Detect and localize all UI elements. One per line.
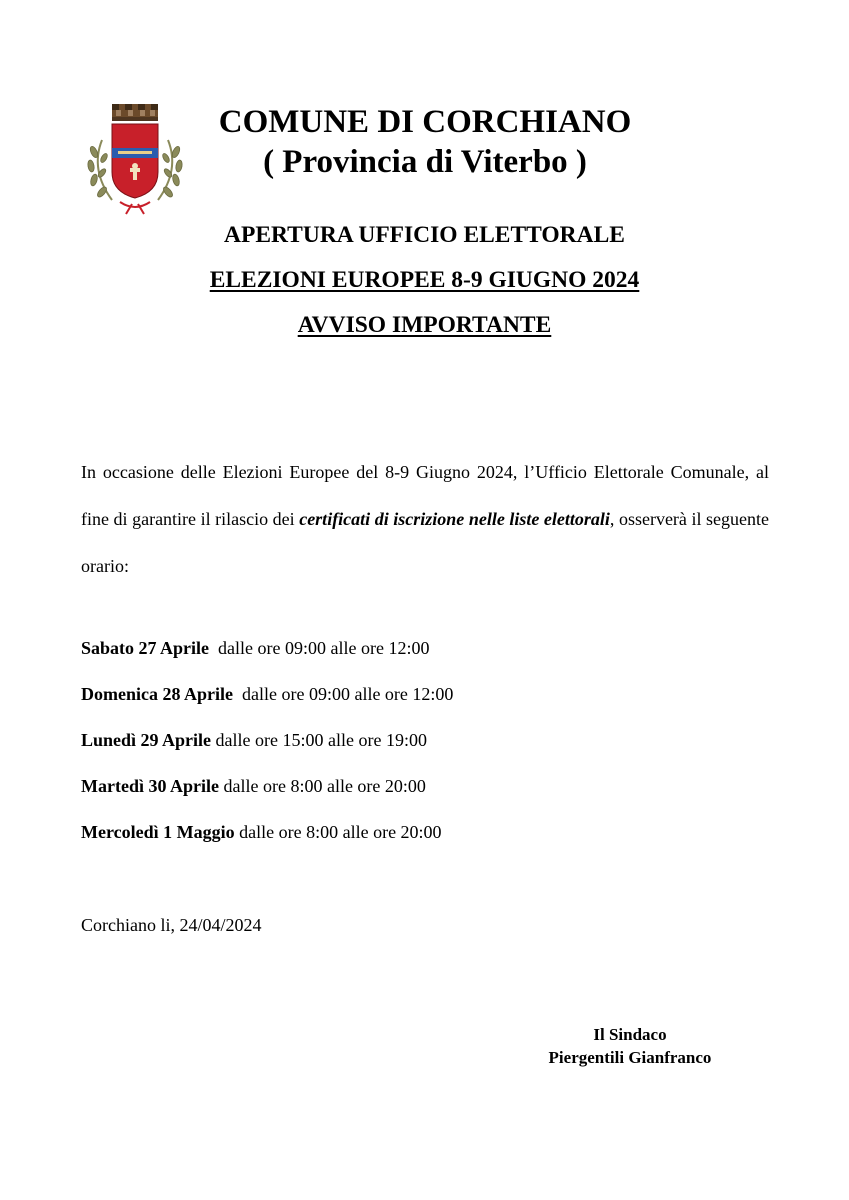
province-subtitle: ( Provincia di Viterbo ) (263, 144, 587, 180)
opening-hours-list (81, 634, 453, 864)
schedule-row (81, 680, 453, 726)
schedule-hours: dalle ore 8:00 alle ore 20:00 (234, 822, 442, 842)
schedule-hours: dalle ore 8:00 alle ore 20:00 (218, 776, 426, 796)
schedule-hours: dalle ore 09:00 alle ore 12:00 (232, 684, 454, 704)
crown-icon (112, 104, 158, 121)
signatory-name: Piergentili Gianfranco (548, 1048, 712, 1067)
schedule-hours: dalle ore 09:00 alle ore 12:00 (209, 638, 430, 658)
municipality-title: COMUNE DI CORCHIANO (218, 104, 632, 140)
schedule-day: Lunedì 29 Aprile (81, 730, 212, 750)
certificates-emphasis: certificati di iscrizione nelle liste elettorali (299, 509, 610, 529)
place-and-date: Corchiano li, 24/04/2024 (81, 915, 262, 935)
paragraph-text-start: In occasione delle Elezioni Europee del 8-9 Giugno 2024, l’Ufficio Elettorale Comunale, al fine di garantire il rilascio dei (81, 462, 769, 529)
ribbon-icon (120, 202, 150, 214)
schedule-row (81, 818, 453, 864)
schedule-day: Sabato 27 Aprile (81, 638, 210, 658)
schedule-day: Martedì 30 Aprile (81, 776, 219, 796)
shield-icon (112, 124, 158, 198)
signatory-role: Il Sindaco (593, 1025, 667, 1044)
notice-paragraph (81, 449, 769, 590)
schedule-day: Domenica 28 Aprile (81, 684, 233, 704)
schedule-row (81, 726, 453, 772)
schedule-day: Mercoledì 1 Maggio (81, 822, 235, 842)
municipal-coat-of-arms-icon (80, 100, 190, 216)
schedule-row (81, 634, 453, 680)
notice-heading: APERTURA UFFICIO ELETTORALE (224, 222, 625, 248)
schedule-row (81, 772, 453, 818)
important-notice-title: AVVISO IMPORTANTE (297, 312, 552, 338)
paragraph-text-end: , osserverà il seguente orario: (81, 509, 769, 576)
election-title: ELEZIONI EUROPEE 8-9 GIUGNO 2024 (209, 267, 640, 293)
schedule-hours: dalle ore 15:00 alle ore 19:00 (211, 730, 427, 750)
signature-block (520, 1023, 740, 1069)
